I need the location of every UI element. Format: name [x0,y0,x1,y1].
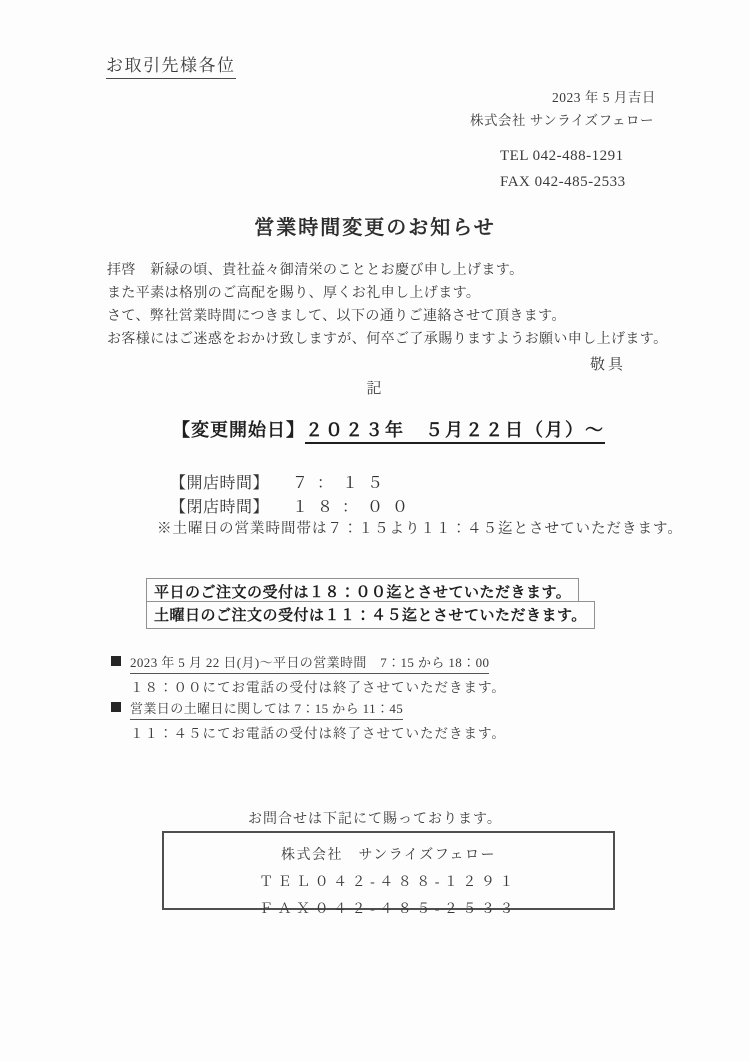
contact-tel-number: ＴＥＬ０４２-４８８-１２９１ [259,875,518,890]
page-title: 営業時間変更のお知らせ [254,217,496,239]
open-hours-label: 【開店時間】 [170,475,270,492]
change-start-date-line [172,416,605,442]
fax-number: FAX 042-485-2533 [500,174,626,190]
closing-keigu: 敬具 [590,357,627,373]
close-hours-value: １８：００ [292,499,418,516]
greeting-line-3: さて、弊社営業時間につきまして、以下の通りご連絡させて頂きます。 [107,309,566,324]
greeting-line-1: 拝啓 新緑の頃、貴社益々御清栄のこととお慶び申し上げます。 [107,263,524,278]
saturday-hours-note: ※土曜日の営業時間帯は７：１５より１１：４５迄とさせていただきます。 [157,521,683,537]
bullet-square-icon [111,656,121,666]
contact-info-frame [162,831,615,917]
greeting-paragraph [107,259,667,351]
saturday-order-deadline-box: 土曜日のご注文の受付は１１：４５迄とさせていただきます。 [146,601,595,629]
contact-company-name: 株式会社 サンライズフェロー [280,848,497,863]
open-hours-value: ７：１５ [292,475,393,492]
company-name: 株式会社 サンライズフェロー [470,113,654,128]
recipient-line: お取引先様各位 [106,51,236,79]
saturday-hours-bullet-detail: １１：４５にてお電話の受付は終了させていただきます。 [130,726,506,741]
inquiry-note: お問合せは下記にて賜っております。 [248,812,502,827]
change-start-date-value: ２０２３年 ５月２２日（月）～ [305,420,605,444]
weekday-hours-bullet-heading: 2023 年 5 月 22 日(月)～平日の営業時間 7：15 から 18：00 [130,652,489,674]
note-marker-ki: 記 [366,381,384,397]
issue-date: 2023 年 5 月吉日 [552,90,656,105]
tel-number: TEL 042-488-1291 [500,148,624,164]
close-hours-label: 【閉店時間】 [170,499,270,516]
contact-fax-number: ＦＡＸ０４２-４８５-２５３３ [259,902,518,917]
change-start-date-label: 【変更開始日】 [172,420,305,440]
weekday-hours-bullet-detail: １８：００にてお電話の受付は終了させていただきます。 [130,680,506,695]
saturday-hours-bullet-heading: 営業日の土曜日に関しては 7：15 から 11：45 [130,698,403,720]
greeting-line-2: また平素は格別のご高配を賜り、厚くお礼申し上げます。 [107,286,481,301]
weekday-order-deadline-box: 平日のご注文の受付は１８：００迄とさせていただきます。 [146,578,579,606]
greeting-line-4: お客様にはご迷惑をおかけ致しますが、何卒ご了承賜りますようお願い申し上げます。 [107,332,668,347]
bullet-square-icon [111,702,121,712]
